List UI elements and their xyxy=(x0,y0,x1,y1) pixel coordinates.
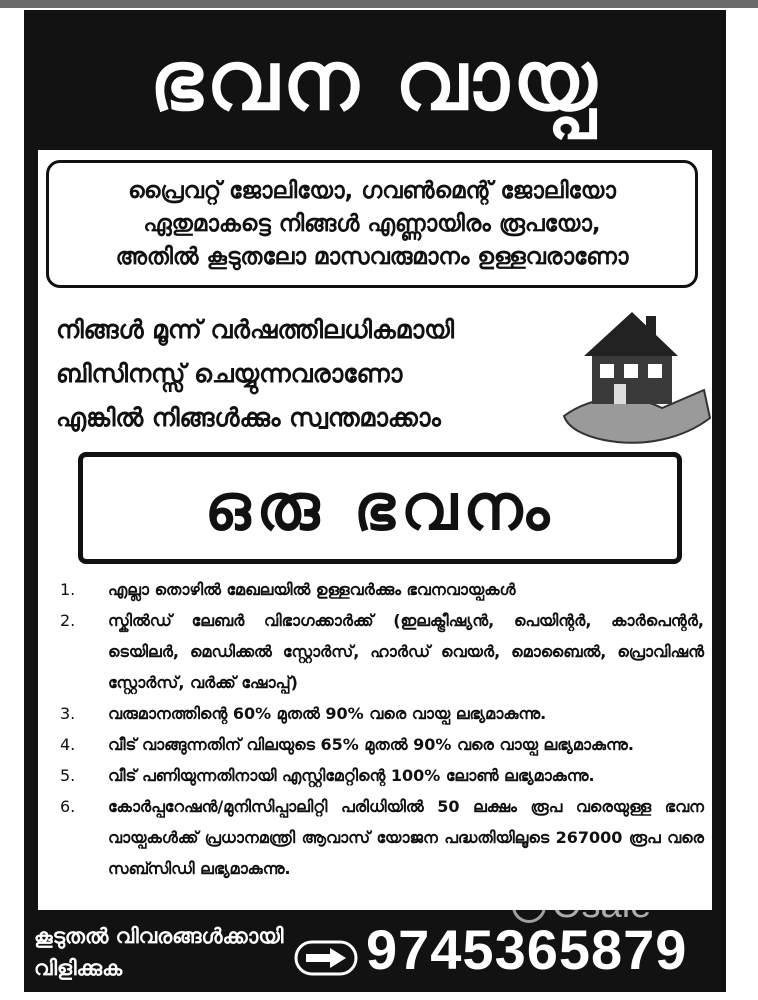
poster xyxy=(24,10,726,992)
mid-line: നിങ്ങൾ മൂന്ന് വർഷത്തിലധികമായി xyxy=(56,315,455,344)
eligibility-box xyxy=(46,160,698,288)
house-in-hand-icon xyxy=(554,298,712,448)
item-number: 1. xyxy=(60,580,76,599)
item-number: 2. xyxy=(60,611,76,630)
item-text: കോർപ്പറേഷൻ/മുനിസിപ്പാലിറ്റി പരിധിയിൽ 50 ലക്ഷം രൂപ വരെയുള്ള ഭവന വായ്പകൾക്ക് പ്രധാനമന്ത്രി ആവാസ് യോജന പദ്ധതിയിലൂടെ 267000 രൂപ വരെ സബ്സിഡി ലഭ്യമാകുന്നു. xyxy=(108,797,704,878)
contact-line: കൂടുതൽ വിവരങ്ങൾക്കായി xyxy=(34,924,284,948)
business-lines xyxy=(56,308,556,440)
item-number: 3. xyxy=(60,704,76,723)
list-item xyxy=(38,791,712,884)
list-item xyxy=(38,698,712,729)
intro-line: പ്രൈവറ്റ് ജോലിയോ, ഗവൺമെന്റ് ജോലിയോ xyxy=(128,178,616,204)
mid-line: എങ്കിൽ നിങ്ങൾക്കും സ്വന്തമാക്കാം xyxy=(56,403,441,432)
item-number: 5. xyxy=(60,766,76,785)
benefits-list xyxy=(38,574,712,884)
list-item xyxy=(38,605,712,698)
item-text: എല്ലാ തൊഴിൽ മേഖലയിൽ ഉള്ളവർക്കും ഭവനവായ്പകൾ xyxy=(108,580,516,599)
item-text: വീട് പണിയുന്നതിനായി എസ്റ്റിമേറ്റിന്റെ 100% ലോൺ ലഭ്യമാകുന്നു. xyxy=(108,766,595,785)
item-text: വരുമാനത്തിന്റെ 60% മുതൽ 90% വരെ വായ്പ ലഭ്യമാകുന്നു. xyxy=(108,704,547,723)
watermark xyxy=(512,884,651,927)
mid-line: ബിസിനസ്സ് ചെയ്യുന്നവരാണോ xyxy=(56,359,403,388)
poster-title: ഭവന വായ്പ xyxy=(149,34,601,129)
headline: ഒരു ഭവനം xyxy=(204,471,556,545)
contact-line: വിളിക്കുക xyxy=(34,956,123,980)
top-strip xyxy=(0,0,758,8)
intro-line: അതിൽ കൂടുതലോ മാസവരുമാനം ഉള്ളവരാണോ xyxy=(115,244,629,270)
item-number: 4. xyxy=(60,735,76,754)
headline-box xyxy=(78,452,682,564)
list-item xyxy=(38,574,712,605)
phone-number[interactable]: 9745365879 xyxy=(366,918,688,981)
list-item xyxy=(38,760,712,791)
arrow-right-icon xyxy=(294,940,358,976)
item-text: വീട് വാങ്ങുന്നതിന് വിലയുടെ 65% മുതൽ 90% വരെ വായ്പ ലഭ്യമാകുന്നു. xyxy=(108,735,634,754)
watermark-text: Osale xyxy=(552,884,652,926)
content-panel xyxy=(38,150,712,910)
intro-line: ഏതുമാകട്ടെ നിങ്ങൾ എണ്ണായിരം രൂപയോ, xyxy=(143,211,601,237)
watermark-logo-icon xyxy=(512,889,546,923)
item-text: സ്കിൽഡ് ലേബർ വിഭാഗക്കാർക്ക് (ഇലക്ട്രീഷ്യൻ, പെയിന്റർ, കാർപെന്റർ, ടെയിലർ, മെഡിക്കൽ സ്റ്റോർസ്, ഹാർഡ് വെയർ, മൊബൈൽ, പ്രൊവിഷൻ സ്റ്റോർസ്, വർക്ക് ഷോപ്പ്) xyxy=(108,611,704,692)
item-number: 6. xyxy=(60,797,76,816)
list-item xyxy=(38,729,712,760)
